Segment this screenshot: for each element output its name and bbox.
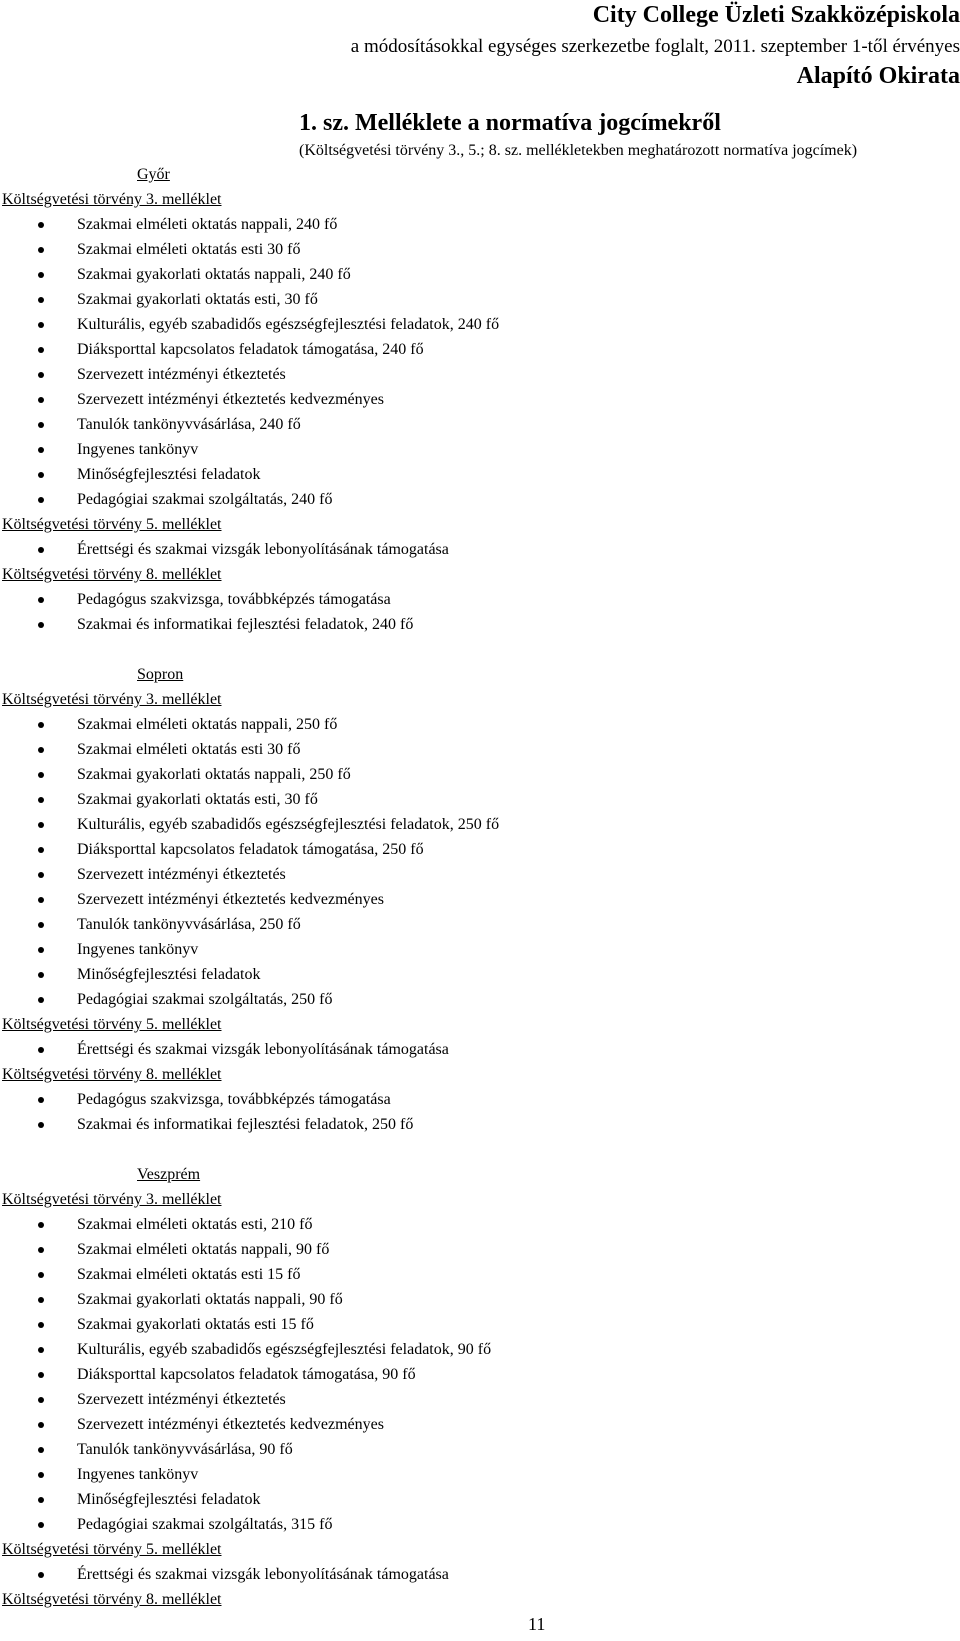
list-item-text: Tanulók tankönyvvásárlása, 90 fő [77, 1441, 293, 1458]
list-item-text: Pedagógiai szakmai szolgáltatás, 250 fő [77, 991, 333, 1008]
bullet-icon [38, 847, 44, 853]
bullet-icon [38, 747, 44, 753]
list-item-text: Szakmai elméleti oktatás esti 15 fő [77, 1266, 301, 1283]
section-heading: Költségvetési törvény 5. melléklet [2, 1016, 222, 1033]
list-item [0, 987, 960, 1012]
list-item [0, 312, 960, 337]
item-list [0, 212, 960, 512]
list-item [0, 887, 960, 912]
list-item [0, 962, 960, 987]
bullet-icon [38, 872, 44, 878]
section-heading: Költségvetési törvény 5. melléklet [2, 516, 222, 533]
bullet-icon [38, 272, 44, 278]
list-item [0, 387, 960, 412]
bullet-icon [38, 1572, 44, 1578]
list-item [0, 212, 960, 237]
list-item [0, 1512, 960, 1537]
bullet-icon [38, 347, 44, 353]
list-item-text: Diáksporttal kapcsolatos feladatok támogatása, 90 fő [77, 1366, 416, 1383]
list-item-text: Szakmai elméleti oktatás esti, 210 fő [77, 1216, 313, 1233]
bullet-icon [38, 1372, 44, 1378]
bullet-icon [38, 1222, 44, 1228]
list-item [0, 1262, 960, 1287]
list-item-text: Tanulók tankönyvvásárlása, 250 fő [77, 916, 301, 933]
bullet-icon [38, 1522, 44, 1528]
list-item [0, 1037, 960, 1062]
list-item-text: Szakmai és informatikai fejlesztési feladatok, 240 fő [77, 616, 414, 633]
list-item-text: Szervezett intézményi étkeztetés kedvezményes [77, 391, 384, 408]
item-list [0, 1037, 960, 1062]
bullet-icon [38, 547, 44, 553]
list-item-text: Szakmai elméleti oktatás nappali, 240 fő [77, 216, 338, 233]
bullet-icon [38, 247, 44, 253]
list-item [0, 412, 960, 437]
list-item-text: Szakmai gyakorlati oktatás nappali, 240 fő [77, 266, 351, 283]
list-item [0, 1112, 960, 1137]
list-item-text: Érettségi és szakmai vizsgák lebonyolításának támogatása [77, 541, 449, 558]
bullet-icon [38, 622, 44, 628]
list-item [0, 787, 960, 812]
section-heading: Költségvetési törvény 3. melléklet [2, 691, 222, 708]
list-item-text: Szakmai gyakorlati oktatás esti, 30 fő [77, 291, 318, 308]
list-item-text: Kulturális, egyéb szabadidős egészségfejlesztési feladatok, 240 fő [77, 316, 500, 333]
bullet-icon [38, 597, 44, 603]
section-heading: Költségvetési törvény 3. melléklet [2, 1191, 222, 1208]
item-list [0, 712, 960, 1012]
section-heading: Költségvetési törvény 8. melléklet [2, 1591, 222, 1608]
list-item-text: Tanulók tankönyvvásárlása, 240 fő [77, 416, 301, 433]
list-item-text: Minőségfejlesztési feladatok [77, 466, 261, 483]
bullet-icon [38, 1472, 44, 1478]
list-item [0, 1362, 960, 1387]
bullet-icon [38, 972, 44, 978]
list-item-text: Diáksporttal kapcsolatos feladatok támogatása, 240 fő [77, 341, 424, 358]
list-item-text: Pedagógiai szakmai szolgáltatás, 315 fő [77, 1516, 333, 1533]
item-list [0, 1562, 960, 1587]
list-item [0, 1312, 960, 1337]
list-item [0, 1462, 960, 1487]
location-heading: Sopron [137, 666, 184, 683]
document-title: Alapító Okirata [796, 63, 960, 89]
list-item-text: Pedagógus szakvizsga, továbbképzés támogatása [77, 1091, 391, 1108]
bullet-icon [38, 1347, 44, 1353]
list-item [0, 1437, 960, 1462]
list-item [0, 587, 960, 612]
bullet-icon [38, 422, 44, 428]
list-item [0, 812, 960, 837]
bullet-icon [38, 1397, 44, 1403]
list-item-text: Minőségfejlesztési feladatok [77, 1491, 261, 1508]
bullet-icon [38, 722, 44, 728]
list-item [0, 1087, 960, 1112]
list-item-text: Érettségi és szakmai vizsgák lebonyolításának támogatása [77, 1566, 449, 1583]
list-item-text: Pedagógiai szakmai szolgáltatás, 240 fő [77, 491, 333, 508]
list-item-text: Szakmai és informatikai fejlesztési feladatok, 250 fő [77, 1116, 414, 1133]
list-item [0, 1212, 960, 1237]
bullet-icon [38, 1122, 44, 1128]
list-item-text: Ingyenes tankönyv [77, 941, 199, 958]
list-item [0, 737, 960, 762]
list-item [0, 1562, 960, 1587]
list-item [0, 362, 960, 387]
list-item [0, 762, 960, 787]
location-heading: Veszprém [137, 1166, 201, 1183]
list-item-text: Érettségi és szakmai vizsgák lebonyolításának támogatása [77, 1041, 449, 1058]
bullet-icon [38, 1497, 44, 1503]
bullet-icon [38, 1097, 44, 1103]
list-item [0, 1337, 960, 1362]
bullet-icon [38, 297, 44, 303]
bullet-icon [38, 372, 44, 378]
item-list [0, 1087, 960, 1137]
page-number: 11 [528, 1614, 546, 1634]
bullet-icon [38, 447, 44, 453]
list-item [0, 1287, 960, 1312]
list-item [0, 462, 960, 487]
list-item [0, 262, 960, 287]
list-item-text: Szakmai gyakorlati oktatás nappali, 90 fő [77, 1291, 343, 1308]
list-item [0, 537, 960, 562]
list-item-text: Szakmai gyakorlati oktatás esti, 30 fő [77, 791, 318, 808]
item-list [0, 537, 960, 562]
list-item [0, 1487, 960, 1512]
list-item-text: Szervezett intézményi étkeztetés kedvezményes [77, 1416, 384, 1433]
list-item [0, 712, 960, 737]
annex-note: (Költségvetési törvény 3., 5.; 8. sz. mellékletekben meghatározott normatíva jogcímek) [299, 142, 858, 159]
bullet-icon [38, 997, 44, 1003]
bullet-icon [38, 397, 44, 403]
item-list [0, 1212, 960, 1537]
section-heading: Költségvetési törvény 3. melléklet [2, 191, 222, 208]
list-item [0, 287, 960, 312]
list-item [0, 912, 960, 937]
bullet-icon [38, 322, 44, 328]
list-item-text: Szakmai elméleti oktatás nappali, 250 fő [77, 716, 338, 733]
list-item-text: Pedagógus szakvizsga, továbbképzés támogatása [77, 591, 391, 608]
list-item-text: Szervezett intézményi étkeztetés [77, 1391, 286, 1408]
list-item [0, 337, 960, 362]
list-item-text: Kulturális, egyéb szabadidős egészségfejlesztési feladatok, 250 fő [77, 816, 500, 833]
list-item [0, 487, 960, 512]
list-item-text: Szervezett intézményi étkeztetés kedvezményes [77, 891, 384, 908]
location-heading: Győr [137, 166, 170, 183]
list-item [0, 237, 960, 262]
list-item [0, 862, 960, 887]
bullet-icon [38, 897, 44, 903]
bullet-icon [38, 222, 44, 228]
list-item [0, 1387, 960, 1412]
bullet-icon [38, 922, 44, 928]
list-item [0, 612, 960, 637]
list-item [0, 437, 960, 462]
annex-content [0, 162, 960, 1612]
bullet-icon [38, 1247, 44, 1253]
bullet-icon [38, 1447, 44, 1453]
list-item-text: Kulturális, egyéb szabadidős egészségfejlesztési feladatok, 90 fő [77, 1341, 492, 1358]
bullet-icon [38, 1047, 44, 1053]
list-item-text: Szervezett intézményi étkeztetés [77, 866, 286, 883]
school-name: City College Üzleti Szakközépiskola [592, 2, 960, 28]
list-item [0, 937, 960, 962]
annex-title: 1. sz. Melléklete a normatíva jogcímekről [299, 110, 721, 136]
list-item [0, 1412, 960, 1437]
bullet-icon [38, 772, 44, 778]
list-item-text: Ingyenes tankönyv [77, 1466, 199, 1483]
section-heading: Költségvetési törvény 8. melléklet [2, 1066, 222, 1083]
bullet-icon [38, 472, 44, 478]
list-item-text: Szakmai elméleti oktatás nappali, 90 fő [77, 1241, 330, 1258]
list-item-text: Szervezett intézményi étkeztetés [77, 366, 286, 383]
list-item-text: Minőségfejlesztési feladatok [77, 966, 261, 983]
bullet-icon [38, 1272, 44, 1278]
bullet-icon [38, 497, 44, 503]
bullet-icon [38, 797, 44, 803]
list-item-text: Ingyenes tankönyv [77, 441, 199, 458]
list-item [0, 837, 960, 862]
item-list [0, 587, 960, 637]
document-subtitle: a módosításokkal egységes szerkezetbe foglalt, 2011. szeptember 1-től érvényes [350, 36, 960, 57]
bullet-icon [38, 1322, 44, 1328]
section-heading: Költségvetési törvény 8. melléklet [2, 566, 222, 583]
list-item-text: Diáksporttal kapcsolatos feladatok támogatása, 250 fő [77, 841, 424, 858]
list-item-text: Szakmai elméleti oktatás esti 30 fő [77, 241, 301, 258]
list-item [0, 1237, 960, 1262]
bullet-icon [38, 822, 44, 828]
section-heading: Költségvetési törvény 5. melléklet [2, 1541, 222, 1558]
list-item-text: Szakmai gyakorlati oktatás nappali, 250 fő [77, 766, 351, 783]
bullet-icon [38, 1297, 44, 1303]
list-item-text: Szakmai elméleti oktatás esti 30 fő [77, 741, 301, 758]
bullet-icon [38, 1422, 44, 1428]
list-item-text: Szakmai gyakorlati oktatás esti 15 fő [77, 1316, 314, 1333]
bullet-icon [38, 947, 44, 953]
